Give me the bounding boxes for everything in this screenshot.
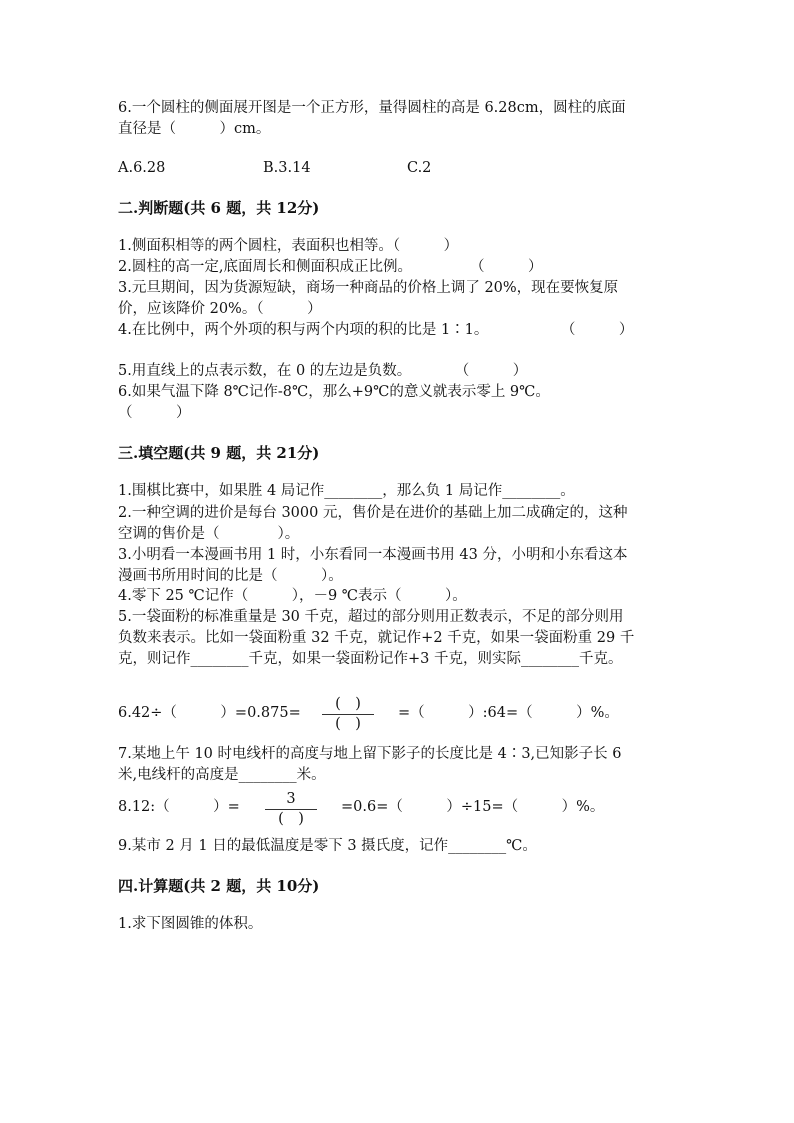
- judge-item-6-line-1: 6.如果气温下降 8℃记作-8℃，那么+9℃的意义就表示零上 9℃。: [118, 384, 550, 400]
- fill-item-6-left: 6.42÷（ ）=0.875=: [118, 705, 301, 721]
- fraction-6-numerator: ( ): [335, 696, 361, 712]
- fill-item-7-line-2: 米,电线杆的高度是________米。: [118, 767, 326, 783]
- section-2-title: 二.判断题(共 6 题，共 12分): [118, 199, 320, 217]
- section-3-title: 三.填空题(共 9 题，共 21分): [118, 444, 320, 462]
- fill-item-9: 9.某市 2 月 1 日的最低温度是零下 3 摄氏度，记作________℃。: [118, 838, 537, 854]
- judge-item-2: 2.圆柱的高一定,底面周长和侧面积成正比例。 （ ）: [118, 259, 543, 275]
- judge-item-4: 4.在比例中，两个外项的积与两个内项的积的比是 1∶1。 （ ）: [118, 322, 634, 338]
- fill-item-7-line-1: 7.某地上午 10 时电线杆的高度与地上留下影子的长度比是 4∶3,已知影子长 6: [118, 746, 622, 762]
- fill-item-6-right: =（ ）:64=（ ）%。: [398, 705, 619, 721]
- fill-item-4: 4.零下 25 ℃记作（ ），－9 ℃表示（ ）。: [118, 588, 467, 604]
- fill-item-5-line-3: 克，则记作________千克，如果一袋面粉记作+3 千克，则实际________千克。: [118, 651, 623, 667]
- fill-item-3-line-2: 漫画书所用时间的比是（ ）。: [118, 568, 343, 584]
- fill-item-5-line-2: 负数来表示。比如一袋面粉重 32 千克，就记作+2 千克，如果一袋面粉重 29 千: [118, 630, 635, 646]
- option-b: B.3.14: [263, 160, 311, 176]
- judge-item-6-line-2: （ ）: [118, 405, 191, 421]
- fill-item-5-line-1: 5.一袋面粉的标准重量是 30 千克，超过的部分则用正数表示，不足的部分则用: [118, 609, 624, 625]
- judge-item-3-line-1: 3.元旦期间，因为货源短缺，商场一种商品的价格上调了 20%，现在要恢复原: [118, 280, 619, 296]
- judge-item-1: 1.侧面积相等的两个圆柱，表面积也相等。（ ）: [118, 238, 459, 254]
- calc-item-1: 1.求下图圆锥的体积。: [118, 916, 263, 932]
- option-c: C.2: [407, 160, 432, 176]
- fraction-6-denominator: ( ): [335, 716, 361, 732]
- fraction-8-denominator: ( ): [278, 811, 304, 827]
- judge-item-5: 5.用直线上的点表示数，在 0 的左边是负数。 （ ）: [118, 363, 528, 379]
- section-4-title: 四.计算题(共 2 题，共 10分): [118, 877, 320, 895]
- fill-item-2-line-1: 2.一种空调的进价是每台 3000 元，售价是在进价的基础上加二成确定的，这种: [118, 505, 628, 521]
- option-a: A.6.28: [118, 160, 166, 176]
- fill-item-8-right: =0.6=（ ）÷15=（ ）%。: [341, 799, 605, 815]
- judge-item-3-line-2: 价，应该降价 20%。（ ）: [118, 301, 322, 317]
- fill-item-8-left: 8.12:（ ）=: [118, 799, 240, 815]
- question-6-line-1: 6.一个圆柱的侧面展开图是一个正方形，量得圆柱的高是 6.28cm，圆柱的底面: [118, 100, 626, 116]
- fill-item-3-line-1: 3.小明看一本漫画书用 1 时，小东看同一本漫画书用 43 分，小明和小东看这本: [118, 547, 628, 563]
- fill-item-2-line-2: 空调的售价是（ ）。: [118, 526, 300, 542]
- fraction-8-numerator: 3: [286, 791, 296, 807]
- fill-item-1: 1.围棋比赛中，如果胜 4 局记作________，那么负 1 局记作________。: [118, 483, 575, 499]
- question-6-line-2: 直径是（ ）cm。: [118, 121, 271, 137]
